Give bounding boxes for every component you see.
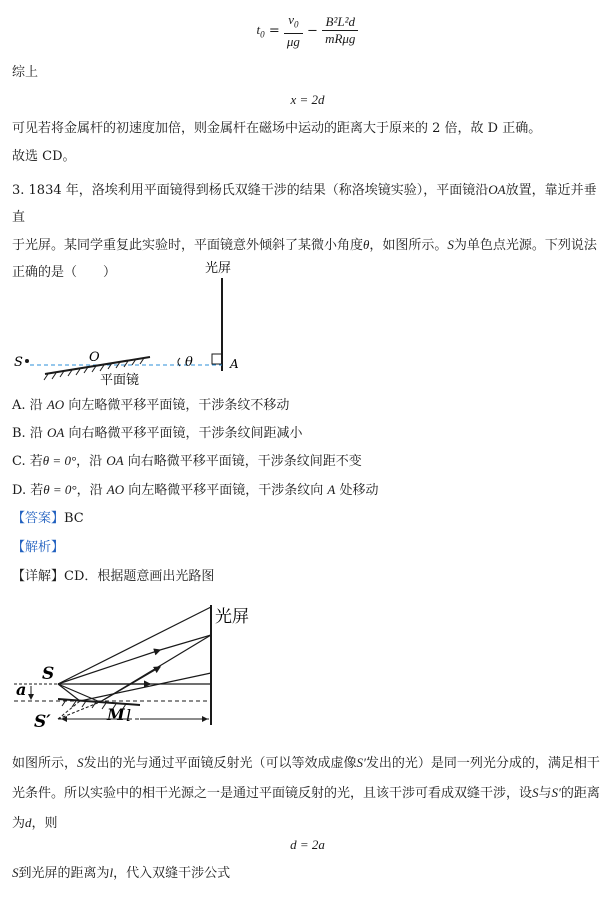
fig1-right-angle	[212, 354, 222, 364]
fig2-a-label: a	[16, 680, 27, 699]
conclusion-text: 可见若将金属杆的初速度加倍，则金属杆在磁场中运动的距离大于原来的 2 倍，故 D 正确。	[12, 121, 542, 136]
figure-2-light-path	[0, 597, 613, 737]
fig2-m-label: M	[107, 705, 125, 724]
fig2-s-label: S	[42, 664, 55, 684]
option-c: C. 若θ = 0°，沿 OA 向右略微平移平面镜，干涉条纹间距不变	[12, 453, 362, 469]
fig1-theta-label: θ	[185, 355, 193, 370]
figure-1-setup	[0, 258, 613, 388]
detail-text: 【详解】CD．根据题意画出光路图	[12, 569, 215, 584]
fig1-s-point	[25, 359, 29, 363]
fig2-virtual-rays	[58, 701, 100, 719]
formula-t0: $t_0$ = $\frac{v_0}{\mu g}$ − $\frac{\text{B²L²d}}{\text{mRμg}}$	[12, 12, 603, 50]
question-text: 3. 1834 年，洛埃利用平面镜得到杨氏双缝干涉的结果（称洛埃镜实验），平面镜沿OA放置，靠近并垂直 于光屏。某同学重复此实验时，平面镜意外倾斜了某微小角度θ，如图所示。S为单色点光源。下列说法 正确的是（ ）	[12, 182, 597, 280]
formula-x: x = 2d	[290, 92, 325, 107]
fig2-sp-label: S′	[34, 712, 51, 732]
fig1-a-label: A	[230, 357, 239, 371]
last-line: S到光屏的距离为l，代入双缝干涉公式	[12, 865, 231, 881]
fig2-screen-label: 光屏	[215, 607, 249, 627]
analysis-label: 【解析】	[12, 540, 65, 555]
formula-d: d = 2a	[290, 837, 325, 852]
explanation: 如图所示，S发出的光与通过平面镜反射光（可以等效成虚像S′发出的光）是同一列光分成的，满足相干 光条件。所以实验中的相干光源之一是通过平面镜反射的光，且该干涉可看成双缝干涉，设S与S′的距离 为d，则	[12, 755, 600, 831]
fig1-o-label: O	[89, 350, 100, 365]
summary-label: 综上	[12, 65, 39, 80]
fig2-l-label: l	[126, 706, 132, 725]
option-b: B. 沿 OA 向右略微平移平面镜，干涉条纹间距减小	[12, 425, 303, 441]
fig1-mirror-label: 平面镜	[100, 373, 140, 388]
answer: 【答案】BC	[12, 511, 84, 526]
choose-prev: 故选 CD。	[12, 149, 76, 164]
fig1-screen-label: 光屏	[205, 261, 232, 276]
fig1-s-label: S	[14, 355, 23, 370]
option-a: A. 沿 AO 向左略微平移平面镜，干涉条纹不移动	[12, 397, 290, 413]
fig2-direct-rays	[58, 607, 211, 684]
option-d: D. 若θ = 0°，沿 AO 向左略微平移平面镜，干涉条纹向 A 处移动	[12, 482, 379, 498]
